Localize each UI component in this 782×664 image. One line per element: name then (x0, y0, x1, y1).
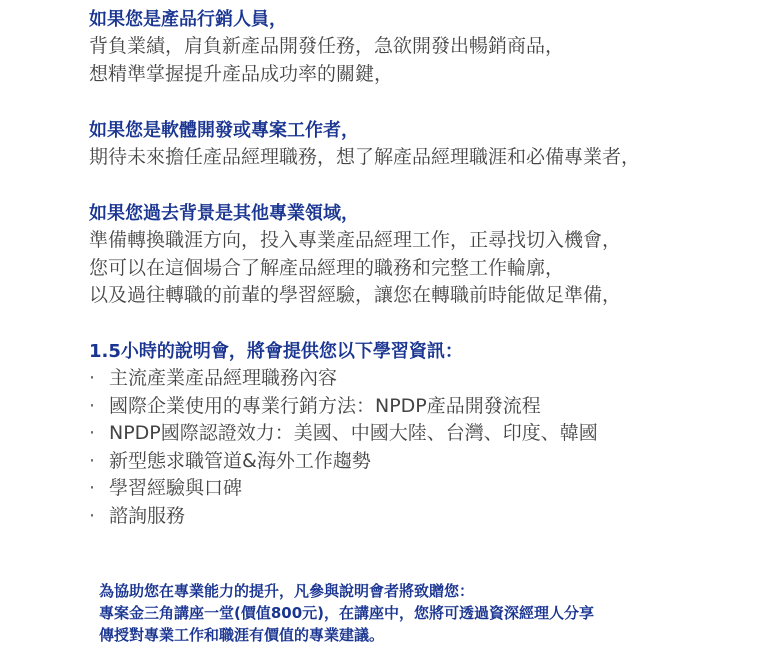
section-text-line: 想精準掌握提升產品成功率的關鍵， (89, 62, 394, 85)
info-heading: 1.5小時的說明會，將會提供您以下學習資訊： (89, 341, 463, 362)
list-item (89, 448, 598, 476)
section-heading: 如果您是產品行銷人員， (89, 9, 287, 30)
section-info-session (89, 338, 598, 530)
list-item-text: 主流產業產品經理職務內容 (109, 367, 338, 389)
gift-notice (99, 580, 762, 646)
bullet-icon: · (89, 394, 96, 417)
bullet-icon: · (89, 367, 96, 389)
section-software-dev (89, 117, 640, 172)
gift-line: 專案金三角講座一堂(價值800元)，在講座中，您將可透過資深經理人分享 (99, 604, 595, 622)
list-item (89, 420, 598, 448)
section-text-line: 背負業績，肩負新產品開發任務，急欲開發出暢銷商品， (89, 35, 565, 57)
section-text-line: 期待未來擔任產品經理職務，想了解產品經理職涯和必備專業者， (89, 146, 641, 168)
info-bullet-list (89, 365, 598, 530)
list-item-text: 國際企業使用的專業行銷方法：NPDP產品開發流程 (109, 394, 541, 417)
gift-line: 傳授對專業工作和職涯有價值的專業建議。 (99, 626, 385, 644)
section-product-marketing (89, 6, 564, 88)
gift-line: 為協助您在專業能力的提升，凡參與說明會者將致贈您： (99, 582, 475, 600)
list-item-text: 諮詢服務 (109, 504, 186, 527)
list-item-text: 學習經驗與口碑 (109, 477, 243, 499)
bullet-icon: · (89, 422, 96, 444)
section-heading: 如果您過去背景是其他專業領域， (89, 203, 359, 224)
list-item (89, 365, 598, 393)
bullet-icon: · (89, 477, 96, 499)
list-item-text: NPDP國際認證效力：美國、中國大陸、台灣、印度、韓國 (109, 422, 598, 444)
list-item (89, 503, 598, 531)
bullet-icon: · (89, 504, 96, 527)
list-item-text: 新型態求職管道&海外工作趨勢 (109, 449, 371, 472)
list-item (89, 393, 598, 421)
section-text-line: 準備轉換職涯方向，投入專業產品經理工作，正尋找切入機會， (89, 229, 622, 251)
section-other-background (89, 200, 621, 310)
list-item (89, 475, 598, 503)
section-text-line: 您可以在這個場合了解產品經理的職務和完整工作輪廓， (89, 256, 565, 279)
bullet-icon: · (89, 449, 96, 472)
section-text-line: 以及過往轉職的前輩的學習經驗，讓您在轉職前時能做足準備， (89, 284, 622, 306)
section-heading: 如果您是軟體開發或專案工作者， (89, 120, 359, 141)
